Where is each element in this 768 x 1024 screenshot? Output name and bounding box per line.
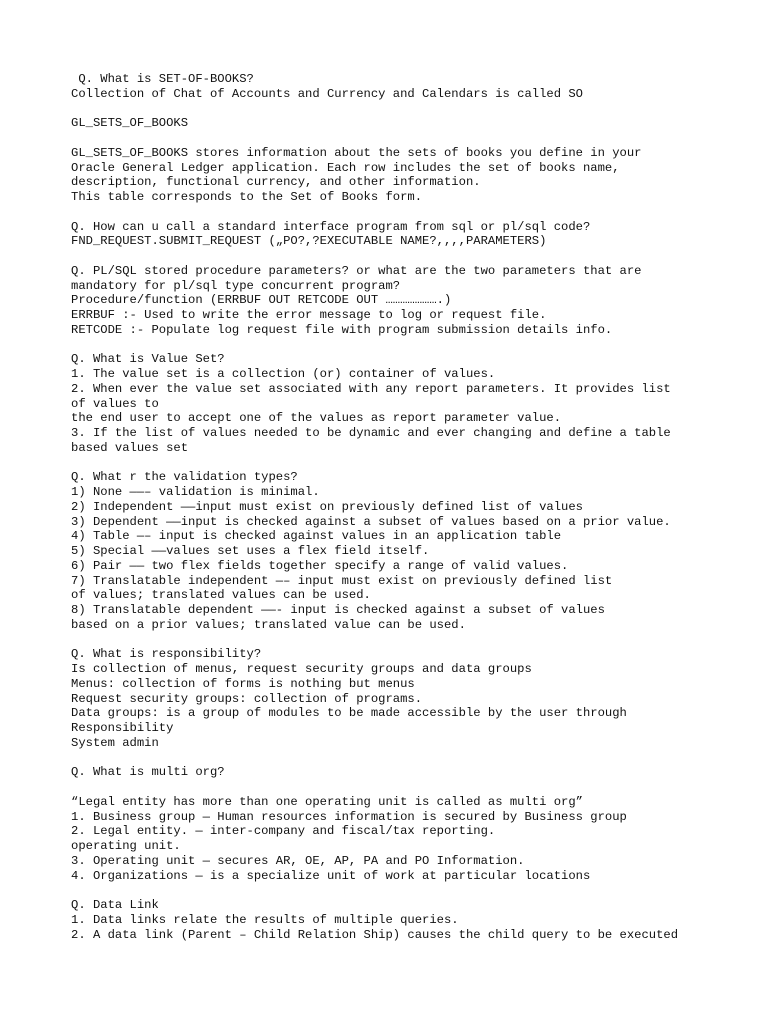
text-line: Q. Data Link	[71, 898, 159, 912]
text-line: Q. What is SET-OF-BOOKS?	[71, 72, 254, 86]
document-body	[71, 72, 761, 942]
text-line: of values to	[71, 396, 159, 411]
text-line: 3. Operating unit — secures AR, OE, AP, PA and PO Information.	[71, 853, 525, 868]
text-line: Q. How can u call a standard interface program from sql or pl/sql code?	[71, 219, 591, 234]
text-line: Menus: collection of forms is nothing but menus	[71, 676, 415, 691]
text-line: Oracle General Ledger application. Each row includes the set of books name,	[71, 160, 620, 175]
text-line: 2. When ever the value set associated with any report parameters. It provides list	[71, 381, 671, 396]
text-line: based values set	[71, 440, 189, 455]
text-line: 4) Table —– input is checked against values in an application table	[71, 529, 562, 544]
text-line: based on a prior values; translated value can be used.	[71, 617, 466, 632]
text-line	[71, 249, 761, 264]
text-line: “Legal entity has more than one operating unit is called as multi org”	[71, 794, 583, 809]
text-line: Q. What r the validation types?	[71, 470, 298, 485]
text-line: System admin	[71, 735, 159, 750]
text-line: RETCODE :- Populate log request file with program submission details info.	[71, 322, 613, 337]
text-line: 1. Data links relate the results of multiple queries.	[71, 912, 459, 927]
text-line	[71, 883, 761, 898]
text-line: This table corresponds to the Set of Books form.	[71, 190, 423, 204]
text-line: FND_REQUEST.SUBMIT_REQUEST („PO?,?EXECUTABLE NAME?,,,,PARAMETERS)	[71, 234, 547, 249]
text-line: ERRBUF :- Used to write the error message to log or request file.	[71, 308, 547, 322]
text-line: GL_SETS_OF_BOOKS stores information about the sets of books you define in your	[71, 145, 642, 160]
text-line: 2. A data link (Parent – Child Relation Ship) causes the child query to be executed	[71, 927, 679, 942]
text-line: 5) Special ——values set uses a flex field itself.	[71, 544, 430, 558]
text-line	[71, 205, 761, 220]
text-line: Collection of Chat of Accounts and Currency and Calendars is called SO	[71, 86, 583, 101]
text-line: Procedure/function (ERRBUF OUT RETCODE OUT ………………….)	[71, 293, 452, 308]
text-line: Q. What is Value Set?	[71, 352, 225, 367]
text-line: mandatory for pl/sql type concurrent program?	[71, 278, 401, 293]
text-line: Q. PL/SQL stored procedure parameters? or what are the two parameters that are	[71, 263, 642, 278]
text-line: Is collection of menus, request security groups and data groups	[71, 662, 532, 676]
text-line: 2. Legal entity. — inter-company and fiscal/tax reporting.	[71, 824, 496, 839]
text-line: operating unit.	[71, 839, 181, 853]
text-line: 2) Independent ——input must exist on previously defined list of values	[71, 499, 583, 514]
text-line: GL_SETS_OF_BOOKS	[71, 116, 189, 131]
text-line	[71, 102, 761, 117]
text-line	[71, 131, 761, 146]
text-line: 7) Translatable independent —– input must exist on previously defined list	[71, 573, 613, 588]
text-line: of values; translated values can be used.	[71, 588, 371, 603]
text-line	[71, 338, 761, 353]
text-line: the end user to accept one of the values as report parameter value.	[71, 411, 562, 426]
text-line: 1. The value set is a collection (or) container of values.	[71, 367, 496, 381]
text-line	[71, 633, 761, 648]
text-line: Responsibility	[71, 721, 174, 735]
text-line: 8) Translatable dependent ——- input is checked against a subset of values	[71, 603, 605, 617]
text-line: 6) Pair —— two flex fields together specify a range of valid values.	[71, 558, 569, 573]
text-line: 3) Dependent ——input is checked against a subset of values based on a prior value.	[71, 514, 671, 529]
text-line	[71, 780, 761, 795]
text-line: Q. What is multi org?	[71, 765, 225, 780]
text-line: 4. Organizations — is a specialize unit of work at particular locations	[71, 868, 591, 883]
text-line: 1. Business group — Human resources information is secured by Business group	[71, 809, 627, 824]
text-line: Data groups: is a group of modules to be made accessible by the user through	[71, 706, 627, 721]
text-line: 3. If the list of values needed to be dynamic and ever changing and define a table	[71, 426, 671, 440]
text-line: 1) None ——– validation is minimal.	[71, 485, 320, 499]
text-line: description, functional currency, and other information.	[71, 175, 481, 190]
text-line: Request security groups: collection of programs.	[71, 691, 423, 706]
text-line	[71, 456, 761, 471]
text-line	[71, 751, 761, 766]
text-line: Q. What is responsibility?	[71, 647, 262, 662]
